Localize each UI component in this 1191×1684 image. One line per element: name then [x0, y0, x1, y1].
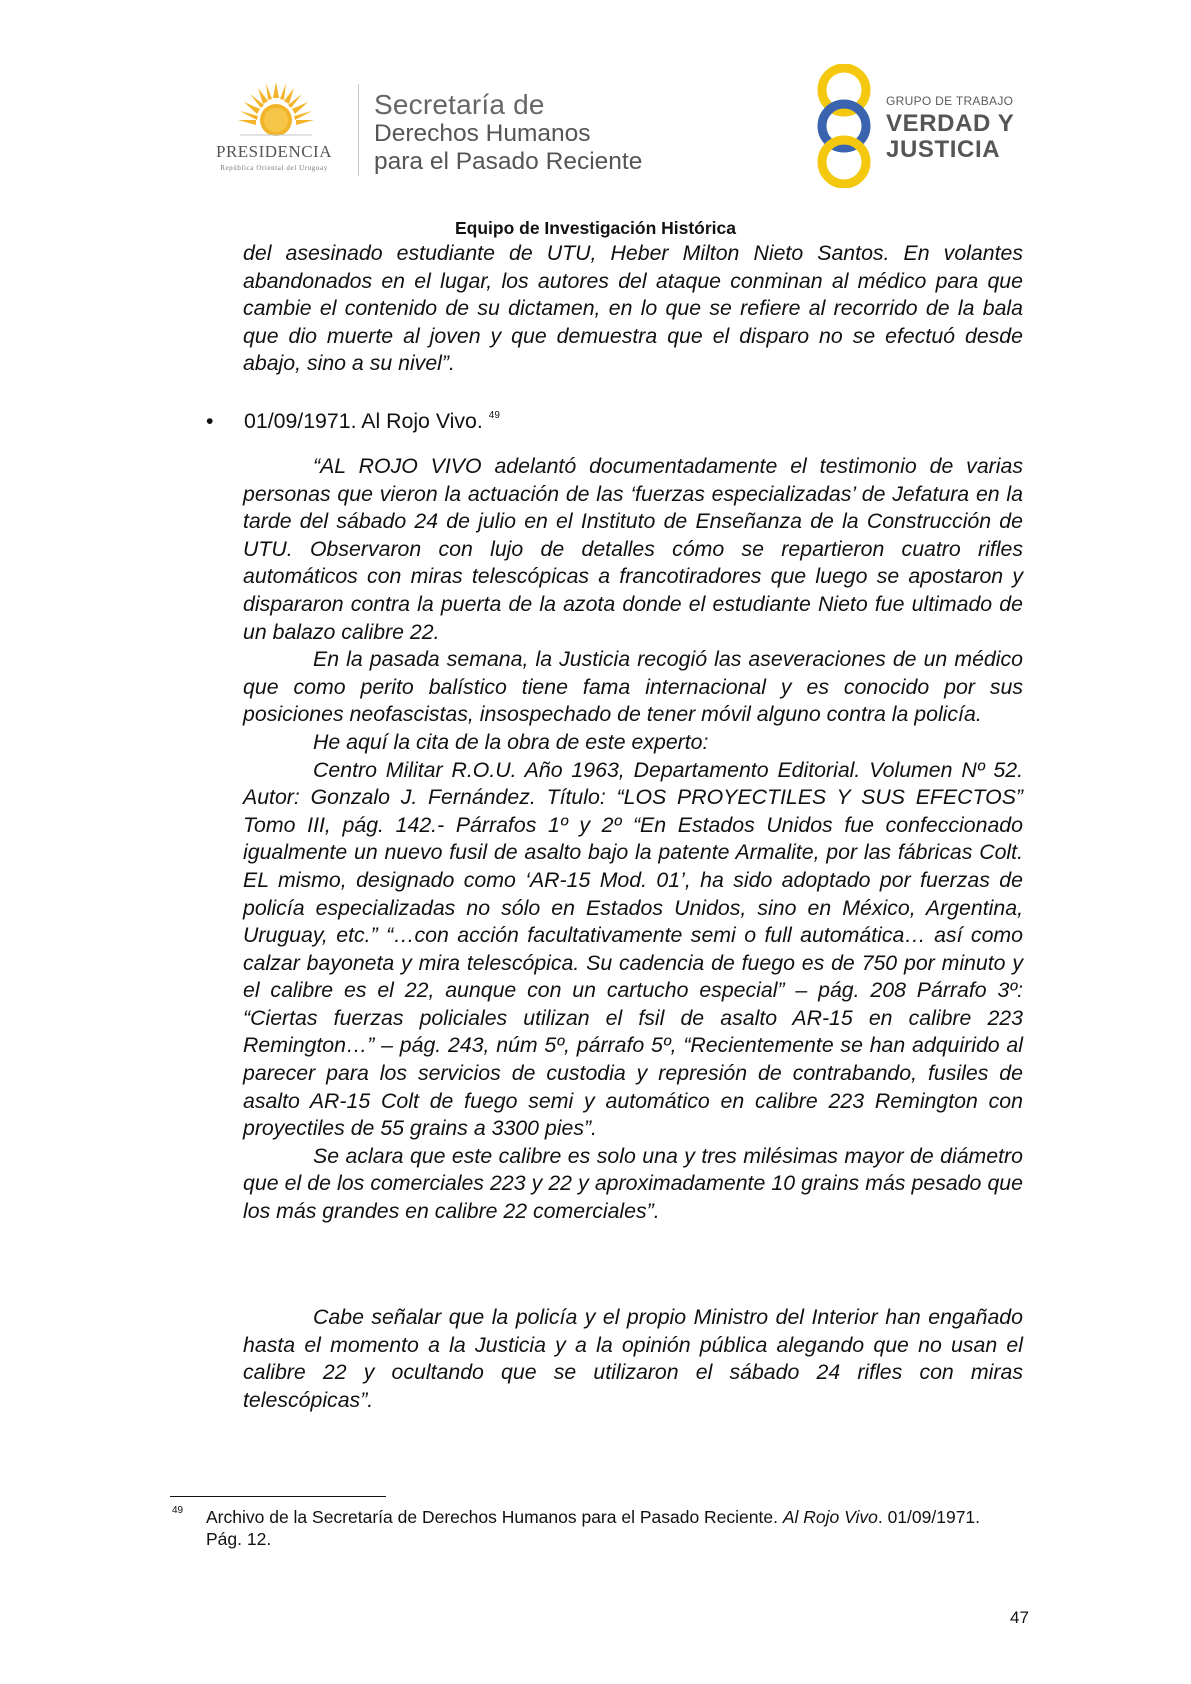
- closing-quote: [243, 1304, 1023, 1414]
- grupo-label-verdad: VERDAD Y: [886, 110, 1015, 137]
- footnote-reference: 49: [488, 410, 500, 421]
- grupo-label-justicia: JUSTICIA: [886, 136, 1001, 163]
- secretaria-wordmark: [374, 90, 734, 176]
- linked-rings-icon: [812, 64, 876, 188]
- footnote-number: 49: [172, 1505, 184, 1516]
- footnote-text: [206, 1506, 1006, 1550]
- presidencia-logo: [196, 80, 352, 180]
- quote-paragraph: Se aclara que este calibre es solo una y tres milésimas mayor de diámetro que el de los comerciales 223 y 22 y aproximadamente 10 grains más pesado que los más grandes en calibre 22 comerciales”.: [243, 1143, 1023, 1224]
- quote-continuation-paragraph: del asesinado estudiante de UTU, Heber Milton Nieto Santos. En volantes abandonados en el lugar, los autores del ataque conminan al médico para que cambie el contenido de su dictamen, en lo que se refiere al recorrido de la bala que dio muerte al joven y que demuestra que el disparo no se efectuó desde abajo, sino a su nivel”.: [243, 241, 1023, 376]
- footnote-publication: Al Rojo Vivo: [782, 1507, 878, 1527]
- footnote-source: Archivo de la Secretaría de Derechos Humanos para el Pasado Reciente.: [206, 1507, 783, 1527]
- grupo-label-small: GRUPO DE TRABAJO: [886, 94, 1014, 108]
- secretaria-line-1: Secretaría de: [374, 89, 545, 120]
- quote-paragraph: Centro Militar R.O.U. Año 1963, Departamento Editorial. Volumen Nº 52. Autor: Gonzalo J. Fernández. Título: “LOS PROYECTILES Y SUS EFECTOS” Tomo III, pág. 142.- Párrafos 1º y 2º “En Estados Unidos fue confeccionado igualmente un nuevo fusil de asalto bajo la patente Armalite, por las fábricas Colt. EL mismo, designado como ‘AR-15 Mod. 01’, ha sido adoptado por fuerzas de policía especializadas no sólo en Estados Unidos, sino en México, Argentina, Uruguay, etc.” “…con acción facultativamente semi o full automática… así como calzar bayoneta y mira telescópica. Su cadencia de fuego es de 750 por minuto y el calibre es el 22, aunque con un cartucho especial” – pág. 208 Párrafo 3º: “Ciertas fuerzas policiales utilizan el fsil de asalto AR-15 en calibre 223 Remington…” – pág. 243, núm 5º, párrafo 5º, “Recientemente se han adquirido al parecer para los servicios de custodia y represión de contrabando, fusiles de asalto AR-15 Colt de fuego semi y automático en calibre 223 Remington con proyectiles de 55 grains a 3300 pies”.: [243, 757, 1023, 1141]
- presidencia-wordmark: PRESIDENCIA: [215, 142, 332, 161]
- quote-paragraph: “AL ROJO VIVO adelantó documentadamente el testimonio de varias personas que vieron la actuación de las ‘fuerzas especializadas’ de Jefatura en la tarde del sábado 24 de julio en el Instituto de Enseñanza de la Construcción de UTU. Observaron con lujo de detalles cómo se repartieron cuatro rifles automáticos con miras telescópicas a francotiradores que luego se apostaron y dispararon contra la puerta de la azota donde el estudiante Nieto fue ultimado de un balazo calibre 22.: [243, 454, 1023, 644]
- page-number: 47: [1010, 1608, 1029, 1627]
- secretaria-line-3: para el Pasado Reciente: [374, 148, 643, 175]
- quote-continuation: [243, 240, 1023, 378]
- footnote-divider: [170, 1496, 386, 1497]
- quote-paragraph: En la pasada semana, la Justicia recogió las aseveraciones de un médico que como perito balístico tiene fama internacional y es conocido por sus posiciones neofascistas, insospechado de tener móvil alguno contra la policía.: [243, 647, 1023, 727]
- sun-icon: [236, 80, 316, 138]
- secretaria-line-2: Derechos Humanos: [374, 120, 591, 147]
- bullet-text: 01/09/1971. Al Rojo Vivo.: [244, 409, 483, 433]
- quote-paragraph: He aquí la cita de la obra de este experto:: [313, 729, 709, 754]
- page-header: [0, 0, 1191, 220]
- footnote-date: . 01/09/1971. Pág. 12.: [206, 1507, 981, 1549]
- bullet-entry: [206, 409, 500, 434]
- presidencia-subline: República Oriental del Uruguay: [220, 164, 328, 172]
- closing-paragraph: Cabe señalar que la policía y el propio Ministro del Interior han engañado hasta el momento a la Justicia y a la opinión pública alegando que no usan el calibre 22 y ocultando que se utilizaron el sábado 24 rifles con miras telescópicas”.: [243, 1305, 1023, 1412]
- grupo-verdad-justicia-logo: [812, 64, 1032, 188]
- team-title: Equipo de Investigación Histórica: [454, 218, 737, 238]
- al-rojo-vivo-quote: [243, 453, 1023, 1226]
- header-divider: [358, 84, 359, 176]
- bullet-symbol: •: [206, 409, 214, 433]
